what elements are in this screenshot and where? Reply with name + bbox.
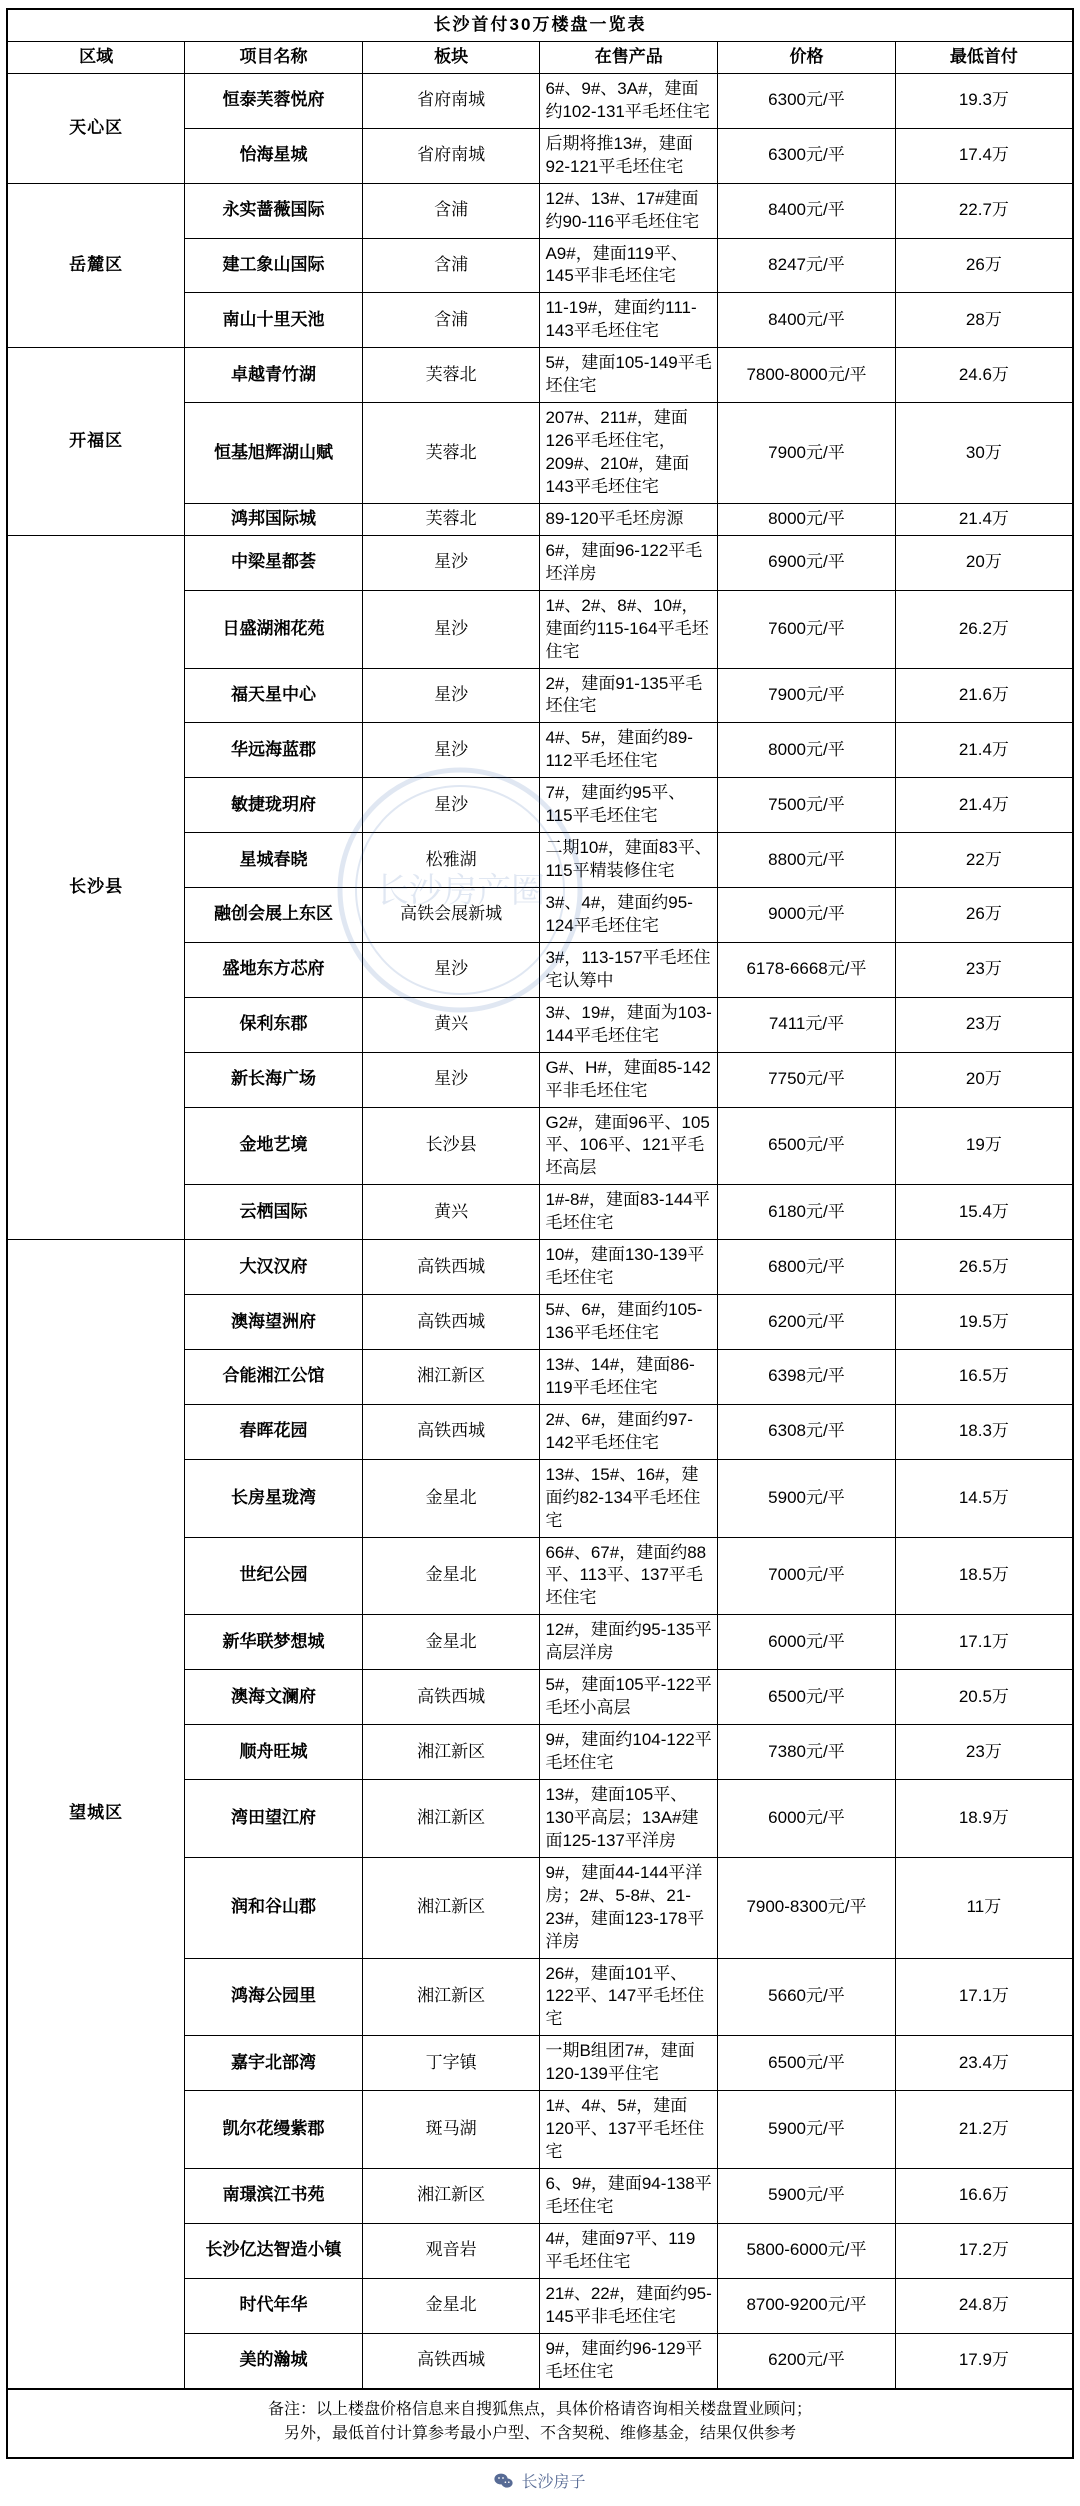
cell-downpayment: 21.2万 xyxy=(895,2091,1073,2169)
column-header-price: 价格 xyxy=(718,41,896,73)
column-header-downpayment: 最低首付 xyxy=(895,41,1073,73)
cell-downpayment: 18.3万 xyxy=(895,1404,1073,1459)
cell-product: 7#，建面约95平、115平毛坯住宅 xyxy=(540,778,718,833)
cell-block: 含浦 xyxy=(362,183,540,238)
cell-downpayment: 20万 xyxy=(895,535,1073,590)
column-header-block: 板块 xyxy=(362,41,540,73)
cell-project-name: 日盛湖湘花苑 xyxy=(185,590,363,668)
cell-downpayment: 18.5万 xyxy=(895,1537,1073,1615)
cell-block: 高铁西城 xyxy=(362,2333,540,2388)
cell-region: 开福区 xyxy=(7,348,185,536)
cell-price: 7600元/平 xyxy=(718,590,896,668)
cell-block: 高铁西城 xyxy=(362,1670,540,1725)
cell-downpayment: 17.1万 xyxy=(895,1615,1073,1670)
cell-product: 3#、19#，建面为103-144平毛坯住宅 xyxy=(540,997,718,1052)
cell-project-name: 融创会展上东区 xyxy=(185,888,363,943)
cell-project-name: 保利东郡 xyxy=(185,997,363,1052)
cell-product: 9#，建面44-144平洋房；2#、5-8#、21-23#，建面123-178平洋房 xyxy=(540,1857,718,1958)
table-row xyxy=(7,535,1073,590)
cell-downpayment: 21.4万 xyxy=(895,503,1073,535)
cell-block: 斑马湖 xyxy=(362,2091,540,2169)
cell-block: 高铁会展新城 xyxy=(362,888,540,943)
cell-downpayment: 30万 xyxy=(895,403,1073,504)
cell-price: 5900元/平 xyxy=(718,1459,896,1537)
cell-block: 丁字镇 xyxy=(362,2036,540,2091)
cell-project-name: 恒泰芙蓉悦府 xyxy=(185,73,363,128)
cell-project-name: 南山十里天池 xyxy=(185,293,363,348)
cell-product: 207#、211#，建面126平毛坯住宅，209#、210#，建面143平毛坯住宅 xyxy=(540,403,718,504)
cell-downpayment: 14.5万 xyxy=(895,1459,1073,1537)
cell-product: G2#，建面96平、105平、106平、121平毛坯高层 xyxy=(540,1107,718,1185)
footer-note xyxy=(6,2390,1074,2460)
cell-downpayment: 19万 xyxy=(895,1107,1073,1185)
cell-price: 6398元/平 xyxy=(718,1349,896,1404)
cell-product: 1#、2#、8#、10#，建面约115-164平毛坯住宅 xyxy=(540,590,718,668)
cell-block: 长沙县 xyxy=(362,1107,540,1185)
cell-product: 6#，建面96-122平毛坯洋房 xyxy=(540,535,718,590)
cell-block: 含浦 xyxy=(362,238,540,293)
cell-product: 1#、4#、5#，建面120平、137平毛坯住宅 xyxy=(540,2091,718,2169)
cell-block: 省府南城 xyxy=(362,128,540,183)
cell-project-name: 嘉宇北部湾 xyxy=(185,2036,363,2091)
cell-downpayment: 17.1万 xyxy=(895,1958,1073,2036)
cell-block: 观音岩 xyxy=(362,2223,540,2278)
cell-downpayment: 16.5万 xyxy=(895,1349,1073,1404)
cell-project-name: 新长海广场 xyxy=(185,1052,363,1107)
cell-block: 金星北 xyxy=(362,1459,540,1537)
cell-block: 黄兴 xyxy=(362,1185,540,1240)
cell-price: 6500元/平 xyxy=(718,2036,896,2091)
cell-downpayment: 23万 xyxy=(895,997,1073,1052)
table-row xyxy=(7,348,1073,403)
cell-price: 6300元/平 xyxy=(718,128,896,183)
cell-project-name: 世纪公园 xyxy=(185,1537,363,1615)
cell-product: 89-120平毛坯房源 xyxy=(540,503,718,535)
cell-price: 8247元/平 xyxy=(718,238,896,293)
cell-block: 金星北 xyxy=(362,1537,540,1615)
cell-project-name: 顺舟旺城 xyxy=(185,1725,363,1780)
cell-project-name: 澳海文澜府 xyxy=(185,1670,363,1725)
cell-product: 21#、22#，建面约95-145平非毛坯住宅 xyxy=(540,2278,718,2333)
cell-downpayment: 28万 xyxy=(895,293,1073,348)
cell-project-name: 金地艺境 xyxy=(185,1107,363,1185)
column-header-product: 在售产品 xyxy=(540,41,718,73)
cell-product: 4#、5#，建面约89-112平毛坯住宅 xyxy=(540,723,718,778)
cell-price: 7900元/平 xyxy=(718,668,896,723)
cell-block: 湘江新区 xyxy=(362,1779,540,1857)
cell-price: 9000元/平 xyxy=(718,888,896,943)
cell-block: 星沙 xyxy=(362,942,540,997)
cell-project-name: 怡海星城 xyxy=(185,128,363,183)
cell-price: 8000元/平 xyxy=(718,723,896,778)
cell-project-name: 华远海蓝郡 xyxy=(185,723,363,778)
cell-block: 湘江新区 xyxy=(362,2169,540,2224)
cell-project-name: 星城春晓 xyxy=(185,833,363,888)
cell-product: 10#，建面130-139平毛坯住宅 xyxy=(540,1240,718,1295)
column-header-name: 项目名称 xyxy=(185,41,363,73)
cell-downpayment: 26.5万 xyxy=(895,1240,1073,1295)
cell-project-name: 合能湘江公馆 xyxy=(185,1349,363,1404)
cell-block: 省府南城 xyxy=(362,73,540,128)
cell-product: 3#，113-157平毛坯住宅认筹中 xyxy=(540,942,718,997)
cell-block: 高铁西城 xyxy=(362,1240,540,1295)
cell-price: 8700-9200元/平 xyxy=(718,2278,896,2333)
cell-block: 湘江新区 xyxy=(362,1857,540,1958)
cell-downpayment: 11万 xyxy=(895,1857,1073,1958)
cell-downpayment: 26万 xyxy=(895,888,1073,943)
cell-block: 芙蓉北 xyxy=(362,503,540,535)
cell-price: 5900元/平 xyxy=(718,2091,896,2169)
cell-downpayment: 23.4万 xyxy=(895,2036,1073,2091)
cell-project-name: 恒基旭辉湖山赋 xyxy=(185,403,363,504)
cell-block: 湘江新区 xyxy=(362,1725,540,1780)
cell-downpayment: 19.5万 xyxy=(895,1295,1073,1350)
cell-project-name: 湾田望江府 xyxy=(185,1779,363,1857)
cell-price: 8000元/平 xyxy=(718,503,896,535)
cell-price: 5800-6000元/平 xyxy=(718,2223,896,2278)
cell-block: 星沙 xyxy=(362,535,540,590)
cell-downpayment: 20.5万 xyxy=(895,1670,1073,1725)
cell-product: 二期10#，建面83平、115平精装修住宅 xyxy=(540,833,718,888)
cell-price: 6300元/平 xyxy=(718,73,896,128)
cell-project-name: 长房星珑湾 xyxy=(185,1459,363,1537)
cell-downpayment: 18.9万 xyxy=(895,1779,1073,1857)
svg-text:长沙房产圈: 长沙房产圈 xyxy=(375,872,545,910)
cell-block: 高铁西城 xyxy=(362,1295,540,1350)
cell-price: 6308元/平 xyxy=(718,1404,896,1459)
cell-downpayment: 26.2万 xyxy=(895,590,1073,668)
cell-region: 望城区 xyxy=(7,1240,185,2389)
cell-product: 6#、9#、3A#，建面约102-131平毛坯住宅 xyxy=(540,73,718,128)
cell-downpayment: 26万 xyxy=(895,238,1073,293)
cell-project-name: 鸿海公园里 xyxy=(185,1958,363,2036)
cell-price: 7750元/平 xyxy=(718,1052,896,1107)
table-row xyxy=(7,73,1073,128)
cell-price: 6200元/平 xyxy=(718,2333,896,2388)
cell-block: 芙蓉北 xyxy=(362,403,540,504)
cell-project-name: 新华联梦想城 xyxy=(185,1615,363,1670)
cell-downpayment: 23万 xyxy=(895,1725,1073,1780)
cell-product: 4#，建面97平、119平毛坯住宅 xyxy=(540,2223,718,2278)
cell-price: 6180元/平 xyxy=(718,1185,896,1240)
cell-downpayment: 20万 xyxy=(895,1052,1073,1107)
property-table xyxy=(6,8,1074,2390)
cell-price: 6000元/平 xyxy=(718,1779,896,1857)
cell-downpayment: 22.7万 xyxy=(895,183,1073,238)
cell-price: 7900-8300元/平 xyxy=(718,1857,896,1958)
cell-project-name: 福天星中心 xyxy=(185,668,363,723)
cell-product: 11-19#，建面约111-143平毛坯住宅 xyxy=(540,293,718,348)
cell-product: A9#，建面119平、145平非毛坯住宅 xyxy=(540,238,718,293)
footer-note-line1: 备注：以上楼盘价格信息来自搜狐焦点，具体价格请咨询相关楼盘置业顾问； xyxy=(267,2400,812,2418)
cell-product: 12#，建面约95-135平高层洋房 xyxy=(540,1615,718,1670)
cell-block: 星沙 xyxy=(362,590,540,668)
cell-price: 8400元/平 xyxy=(718,293,896,348)
cell-price: 8400元/平 xyxy=(718,183,896,238)
cell-price: 7380元/平 xyxy=(718,1725,896,1780)
cell-project-name: 时代年华 xyxy=(185,2278,363,2333)
cell-block: 松雅湖 xyxy=(362,833,540,888)
cell-price: 6500元/平 xyxy=(718,1107,896,1185)
cell-price: 7900元/平 xyxy=(718,403,896,504)
bottom-account-bar[interactable] xyxy=(6,2459,1074,2506)
cell-block: 高铁西城 xyxy=(362,1404,540,1459)
cell-project-name: 南璟滨江书苑 xyxy=(185,2169,363,2224)
cell-product: 1#-8#，建面83-144平毛坯住宅 xyxy=(540,1185,718,1240)
cell-product: 一期B组团7#，建面120-139平住宅 xyxy=(540,2036,718,2091)
cell-product: 2#、6#，建面约97-142平毛坯住宅 xyxy=(540,1404,718,1459)
cell-product: 13#、15#、16#，建面约82-134平毛坯住宅 xyxy=(540,1459,718,1537)
table-header-row xyxy=(7,41,1073,73)
footer-note-line2: 另外，最低首付计算参考最小户型、不含契税、维修基金，结果仅供参考 xyxy=(283,2425,796,2443)
cell-price: 6178-6668元/平 xyxy=(718,942,896,997)
cell-block: 湘江新区 xyxy=(362,1349,540,1404)
cell-region: 天心区 xyxy=(7,73,185,183)
cell-price: 5660元/平 xyxy=(718,1958,896,2036)
cell-product: 5#、6#，建面约105-136平毛坯住宅 xyxy=(540,1295,718,1350)
account-name[interactable]: 长沙房子 xyxy=(521,2474,586,2492)
cell-project-name: 中梁星都荟 xyxy=(185,535,363,590)
cell-project-name: 云栖国际 xyxy=(185,1185,363,1240)
cell-project-name: 长沙亿达智造小镇 xyxy=(185,2223,363,2278)
cell-price: 7800-8000元/平 xyxy=(718,348,896,403)
cell-product: G#、H#，建面85-142平非毛坯住宅 xyxy=(540,1052,718,1107)
cell-price: 7500元/平 xyxy=(718,778,896,833)
cell-project-name: 美的瀚城 xyxy=(185,2333,363,2388)
cell-price: 5900元/平 xyxy=(718,2169,896,2224)
cell-block: 金星北 xyxy=(362,1615,540,1670)
cell-product: 3#、4#，建面约95-124平毛坯住宅 xyxy=(540,888,718,943)
cell-product: 后期将推13#，建面92-121平毛坯住宅 xyxy=(540,128,718,183)
wechat-icon xyxy=(494,2473,513,2489)
cell-product: 2#，建面91-135平毛坯住宅 xyxy=(540,668,718,723)
cell-product: 12#、13#、17#建面约90-116平毛坯住宅 xyxy=(540,183,718,238)
cell-downpayment: 16.6万 xyxy=(895,2169,1073,2224)
table-title-row xyxy=(7,9,1073,41)
cell-region: 长沙县 xyxy=(7,535,185,1239)
cell-block: 星沙 xyxy=(362,668,540,723)
column-header-region: 区域 xyxy=(7,41,185,73)
cell-project-name: 盛地东方芯府 xyxy=(185,942,363,997)
cell-price: 6800元/平 xyxy=(718,1240,896,1295)
cell-downpayment: 21.4万 xyxy=(895,723,1073,778)
cell-price: 7411元/平 xyxy=(718,997,896,1052)
cell-price: 6500元/平 xyxy=(718,1670,896,1725)
cell-project-name: 凯尔花缦紫郡 xyxy=(185,2091,363,2169)
cell-downpayment: 15.4万 xyxy=(895,1185,1073,1240)
cell-product: 9#，建面约96-129平毛坯住宅 xyxy=(540,2333,718,2388)
cell-downpayment: 24.8万 xyxy=(895,2278,1073,2333)
cell-downpayment: 22万 xyxy=(895,833,1073,888)
page-title: 长沙首付30万楼盘一览表 xyxy=(7,9,1073,41)
cell-product: 26#，建面101平、122平、147平毛坯住宅 xyxy=(540,1958,718,2036)
cell-block: 含浦 xyxy=(362,293,540,348)
cell-downpayment: 21.4万 xyxy=(895,778,1073,833)
cell-region: 岳麓区 xyxy=(7,183,185,348)
cell-project-name: 永实蔷薇国际 xyxy=(185,183,363,238)
cell-product: 5#，建面105-149平毛坯住宅 xyxy=(540,348,718,403)
table-body xyxy=(7,73,1073,2388)
cell-project-name: 春晖花园 xyxy=(185,1404,363,1459)
cell-product: 13#，建面105平、130平高层；13A#建面125-137平洋房 xyxy=(540,1779,718,1857)
cell-project-name: 润和谷山郡 xyxy=(185,1857,363,1958)
cell-project-name: 敏捷珑玥府 xyxy=(185,778,363,833)
cell-block: 黄兴 xyxy=(362,997,540,1052)
table-row xyxy=(7,1240,1073,1295)
cell-price: 7000元/平 xyxy=(718,1537,896,1615)
cell-block: 湘江新区 xyxy=(362,1958,540,2036)
cell-price: 6200元/平 xyxy=(718,1295,896,1350)
cell-product: 66#、67#，建面约88平、113平、137平毛坯住宅 xyxy=(540,1537,718,1615)
cell-project-name: 建工象山国际 xyxy=(185,238,363,293)
cell-price: 6000元/平 xyxy=(718,1615,896,1670)
cell-downpayment: 23万 xyxy=(895,942,1073,997)
cell-block: 金星北 xyxy=(362,2278,540,2333)
cell-downpayment: 21.6万 xyxy=(895,668,1073,723)
cell-product: 5#，建面105平-122平毛坯小高层 xyxy=(540,1670,718,1725)
cell-downpayment: 24.6万 xyxy=(895,348,1073,403)
cell-block: 星沙 xyxy=(362,723,540,778)
cell-price: 8800元/平 xyxy=(718,833,896,888)
cell-product: 9#，建面约104-122平毛坯住宅 xyxy=(540,1725,718,1780)
cell-product: 6、9#，建面94-138平毛坯住宅 xyxy=(540,2169,718,2224)
cell-downpayment: 17.4万 xyxy=(895,128,1073,183)
cell-downpayment: 17.9万 xyxy=(895,2333,1073,2388)
cell-project-name: 大汉汉府 xyxy=(185,1240,363,1295)
cell-block: 星沙 xyxy=(362,778,540,833)
cell-downpayment: 19.3万 xyxy=(895,73,1073,128)
cell-block: 芙蓉北 xyxy=(362,348,540,403)
cell-product: 13#、14#，建面86-119平毛坯住宅 xyxy=(540,1349,718,1404)
cell-project-name: 卓越青竹湖 xyxy=(185,348,363,403)
cell-block: 星沙 xyxy=(362,1052,540,1107)
cell-project-name: 澳海望洲府 xyxy=(185,1295,363,1350)
cell-project-name: 鸿邦国际城 xyxy=(185,503,363,535)
cell-price: 6900元/平 xyxy=(718,535,896,590)
cell-downpayment: 17.2万 xyxy=(895,2223,1073,2278)
table-row xyxy=(7,183,1073,238)
